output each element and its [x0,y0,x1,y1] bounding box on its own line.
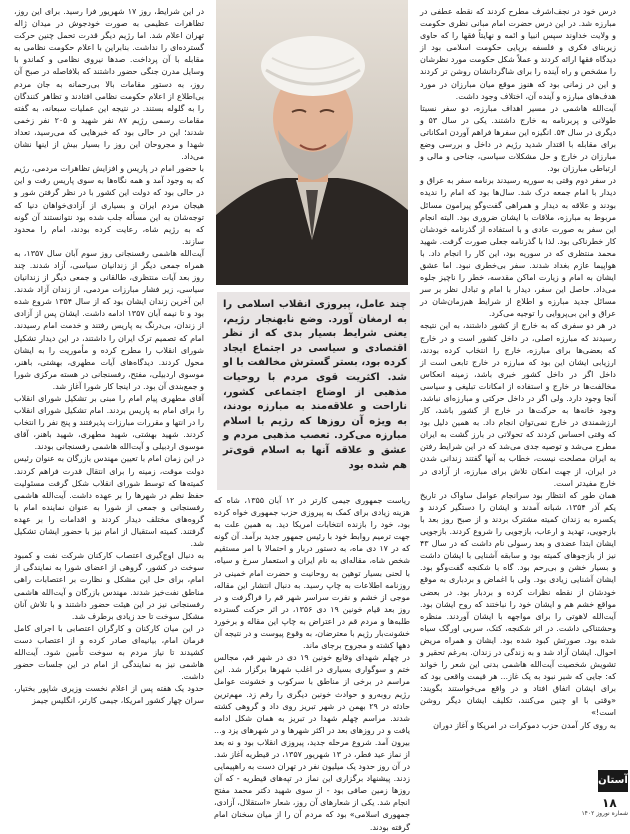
article-column-right: درس خود در نجف‌اشرف مطرح کردند که نقطه عطفی در مبارزه شد. در این درس حضرت امام مبانی نظری حکومت و ولایت خداوند سپس انبیا و ائمه و نهایتاً فقها را که حاوی زیربنای فکری و فلسفه برپایی حکومت اسلامی بود از دیدگاه فقها ارائه کردند و عملاً شکل حکومت مورد نظرشان را مشخص و راه آینده را برای شاگردانشان روشن تر کردند و این در زمانی بود که هنوز موقع میان مبارزان در مورد هدف‌های مبارزه و آینده آن، اختلاف وجود داشت. آیت‌الله هاشمی در مسیر اهداف مبارزه، دو سفر نسبتا طولانی و پربرنامه به خارج داشتند. یکی در سال ۵۳ و دیگری در سال ۵۴. انگیزه این سفرها فراهم آوردن امکاناتی برای مقابله با اقتدار شدید رژیم در داخل و بررسی وضع مبارزان در خارج و حل مشکلات سیاسی، جناحی و مالی و ارتباطی مبارزان بود. در سفر دوم وقتی به سوریه رسیدند برنامه سفر به عراق و دیدار با امام جمعه درک شد. سال‌ها بود که امام را ندیده بودند و علاقه به دیدار و همراهی گفت‌وگو پیرامون مسائل مربوط به مبارزه، ملاقات با ایشان ضروری بود. البته انجام این سفر به صورت عادی و با استفاده از گذرنامه خودشان کار خطرناکی بود. لذا با گذرنامه جعلی صورت گرفت. شهید محمد منتظری که در سوریه بود، این کار را انجام داد. با هواپیما عازم بغداد شدند. سفر بی‌خطری نبود. اما عشق ایشان به امام و زیارت اماکن مقدسه، خطر را ناچیز جلوه می‌داد. حاصل این سفر، دیدار با امام و تبادل نظر بر سر مسائل جدید مبارزه و اطلاع از شرایط هم‌زمان‌شان در عراق و این بی‌پروایی را توجیه می‌کرد. در هر دو سفری که به خارج از کشور داشتند، به این نتیجه رسیدند که مبارزه اصلی، در داخل کشور است و در خارج که بعضی‌ها برای مبارزه، خارج را انتخاب کرده بودند، ارزیابی ایشان این بود که مبارزه در خارج تابعی است از داخل اگر در داخل کشور خبری باشد، زمینه انعکاس مخالفت‌ها در خارج و استفاده از امکانات تبلیغی و سیاسی آنجا وجود دارد. ولی اگر در داخل حرکتی و مبارزه‌ای نباشد، وجود خانه‌ها به حرکت‌ها در خارج از کشور باشد، کار ارزشمندی در خارج نمی‌توان انجام داد. به همین دلیل بود که وقتی احساس کردند که تحولاتی در بارز گشت به ایران مطرح می‌شد و توصیه جدی می‌شد که در این شرایط رفتن به ایران مصلحت نیست، خطاب به آنها گفتند زندانی شدن در ایران، از جهت امکان تلاش برای مبارزه، از آزادی در خارج مفیدتر است. همان طور که انتظار بود سرانجام عوامل ساواک در تاریخ یکم آذر ۱۳۵۴، شبانه آمدند و ایشان را دستگیر کردند و یکسره به زندان کمیته مشترک بردند و از صبح روز بعد با بازجویی، تهدید و ارعاب، بازجویی را شروع کردند. بازجویی ایشان ابتدا عضدی و بعد رسولی نام داشت که در سال ۴۳ نیز از بازجوهای کمیته بود و سابقه آشنایی با ایشان داشت و بسیار خشن و بی‌رحم بود. گاه با شکنجه گفت‌وگو بود. ایشان آشنایی زیادی بود. ولی با اغماض و بردباری به موقع خودشان از نقطه نظرات کرده و بردبار بود. در بعضی مواقع خشم هم و ایشان خود را نباختند که روح ایشان بود. آیت‌الله لاهوتی را برای مواجهه با ایشان آوردند. منظره وحشتناکی داشت. در اثر شکنجه، کتک، سربی اورگک سیاه شده بود. صورتش کبود شده بود. ایشان و همراه مریض احوال. ایشان آزاد شد و به زندگی در زندان. به‌رغم تحقیر و تشویش شخصیت آیت‌الله هاشمی بدنی این شعر را خواند که: جایی که شیر نبود به یک غاز... هر قیمت واقعی بود که برای ایشان اتفاق افتاد و در واقع می‌خواستند بگویند: «وقتی با او چنین می‌کنند، تکلیف ایشان دیگر روشن است!» به روی کار آمدن حزب دموکرات در امریکا و آغاز دوران [420,7,617,730]
page-number: ۱۸ [602,796,617,810]
pull-quote-box [214,292,410,490]
pull-quote-text: چند عامل، پیروزی انقلاب اسلامی را به ارمغان آورد. وضع نابهنجار رژیم، یعنی شرایط بسیار بدی که از نظر اقتصادی و سیاسی در اجتماع ایجاد کرده بود، بستر گسترش مخالفت با او شد. اکثریت قوی مردم با روحیات مذهبی از اوضاع اجتماعی کشور، ناراحت و علاقه‌مند به مبارزه بودند، به ویژه آن روزها که رژیم با اسلام مبارزه می‌کرد. تعصب مذهبی مردم و عشق و علاقه آنها به اسلام قوی‌تر هم شده بود [223,299,407,471]
article-column-middle: ریاست جمهوری جیمی کارتر در ۱۲ آبان ۱۳۵۵، شاه که هزینه زیادی برای کمک به پیروزی حزب جمهوری خواه کرده بود، خود را بازنده انتخابات امریکا دید. به همین علت به جهت ترمیم روابط خود با رئیس جمهور جدید برآمد. آن گونه که در ۱۷ دی ماه، به دستور دربار و احتمالا با امر مستقیم شخص شاه، مقاله‌ای به نام ایران و استعمار سرخ و سیاه، با لحنی بسیار توهین به روحانیت و حضرت امام خمینی در روزنامه اطلاعات به چاپ رسید. به دنبال انتشار این مقاله، موجی از خشم و نفرت سراسر شهر قم را فراگرفت و در روز بعد قیام خونین ۱۹ دی ۱۳۵۶، در اثر حرکت گسترده طلبه‌ها و مردم قم در اعتراض به چاپ این مقاله و برخورد خشونت‌بار رژیم با معترضان، به وقوع پیوست و در نتیجه آن دهها کشته و مجروح برجای ماند. در چهلم شهدای وقایع خونین ۱۹ دی در شهر قم، مجالس ختم و سوگواری بسیاری در اغلب شهرها برگزار شد. این مراسم در برخی از مناطق با سرکوب و خشونت عوامل رژیم روبه‌رو و حوادث خونین دیگری را رقم زد. مهم‌ترین حادثه در ۲۹ بهمن در شهر تبریز روی داد و گروهی کشته شدند. مراسم چهلم شهدا در تبریز به همان شکل ادامه یافت و در روزهای بعد در اکثر شهرها و در شهرهای یزد و... بیرون آمد. شروع مرحله جدید، پیروزی انقلاب بود و نه بعد از نماز عید فطر، در ۱۳ شهریور ۱۳۵۷، در قیطریه آغاز شد. در آن روز حدود یک میلیون نفر در تهران دست به راهپیمایی زدند. پیشنهاد برگزاری این نماز در تپه‌های قیطریه - که آن روزها زمین صافی بود - از سوی شهید دکتر محمد مفتح انجام شد. یکی از شعارهای آن روز، شعار «استقلال، آزادی، جمهوری اسلامی» بود که مردم آن را از میان سخنان امام گرفته بودند. [214,496,411,832]
cleric-portrait-image [216,0,408,285]
article-column-left: در این شرایط، روز ۱۷ شهریور فرا رسید. برای این روز، تظاهرات عظیمی به صورت خودجوش در میدان ژاله تهران اعلام شد. اما رژیم دیگر قدرت تحمل چنین حرکت گسترده‌ای را نداشت. بنابراین با اعلام حکومت نظامی به مقابله با آن پرداخت. صدها نیروی نظامی و کماندو با وسایل مدرن جنگی حضور داشتند که بلافاصله در صبح آن روز، به دستور مقامات بالا بی‌رحمانه به جان مردم بی‌اطلاع از اعلام حکومت نظامی افتادند و تظاهر کنندگان را به گلوله بستند. در نتیجه این عملیات سبعانه، به گفته مقامات رسمی رژیم ۸۷ نفر شهید و ۲۰۵ نفر زخمی شدند؛ این در حالی بود که خبرهایی که می‌رسید، تعداد شهدا و مجروحان این روز را بسیار بیش از اینها نشان می‌داد. با حضور امام در پاریس و افزایش تظاهرات مردمی، رژیم که به وجود آمد و همه نگاه‌ها به سوی پاریس رفت و این در حالی بود که دولت این کشور با در نظر گرفتن شور و هیجان مردم ایران و بسیاری از آزادی‌خواهان دنیا که توجه‌شان به این مسأله جلب شده بود نتوانستند آن گونه که به رژیم شاه، رعایت کرده بودند، امام را محدود سازند. آیت‌الله هاشمی رفسنجانی روز سوم آبان سال ۱۳۵۷، به همراه جمعی دیگر از زندانیان سیاسی، آزاد شدند. چند روز بعد آیات منتظری، طالقانی و جمعی دیگر از زندانیان سیاسی، زیر فشار مبارزات مردمی، از زندان آزاد شدند. این آخرین زندان ایشان بود که از سال ۱۳۵۴ شروع شده بود و تا نیمه آبان ۱۳۵۷ ادامه داشت. ایشان پس از آزادی از زندان، بی‌درنگ به پاریس رفتند و خدمت امام رسیدند. امام که تصمیم ترک ایران را داشتند، در این دیدار تشکیل شورای انقلاب را مطرح کرده و مأموریت را به ایشان محول کردند. دیدگاه‌های آیات مطهری، بهشتی، باهنر، موسوی اردبیلی، مفتح، رفسنجانی در هسته مرکزی شورا و جمع‌بندی آن بود. در اینجا کار شورا آغاز شد. آقای مطهری پیام امام را مبنی بر تشکیل شورای انقلاب را برای امام به پاریس بردند. امام تشکیل شورای انقلاب را در انتها و مقررات مبارزات پذیرفتند و پنج نفر را انتخاب کردند. شهید بهشتی، شهید مطهری، شهید باهنر، آقای موسوی اردبیلی و آیت‌الله هاشمی رفسنجانی بودند. در این زمان امام با تعیین مهندس بازرگان به عنوان رئیس دولت موقت، زمینه را برای انتقال قدرت فراهم کردند. کمیته‌ها که توسط شورای انقلاب شکل گرفت مسئولیت حفظ نظم در شهرها را بر عهده داشت. آیت‌الله هاشمی رفسنجانی و جمعی از شورا به عنوان نماینده امام با گروه‌های مختلف دیدار کردند و اقدامات را بر عهده گرفتند. کمیته استقبال از امام نیز با حضور ایشان تشکیل شد. به دنبال اوج‌گیری اعتصاب کارکنان شرکت نفت و کمبود سوخت در کشور، گروهی از اعضای شورا به نمایندگی از امام، برای حل این مشکل و نظارت بر اعتصابات راهی مناطق نفت‌خیز شدند. مهندس بازرگان و آیت‌الله هاشمی رفسنجانی نیز در این هیئت حضور داشتند و با تلاش آنان مشکل سوخت تا حد زیادی برطرف شد. در این میان کارکنان و کارگران اعتصابی با اجرای کامل فرمان امام، بیانیه‌ای صادر کرده و از اعتصاب دست کشیدند تا نیاز مردم به سوخت تأمین شود. آیت‌الله هاشمی نیز به نمایندگی از امام در این جلسات حضور داشت. حدود یک هفته پس از اعلام نخست وزیری شاپور بختیار، سران چهار کشور امریکا، جیمی کارتر، انگلیس جیمز [14,7,205,706]
magazine-logo: آستان [598,770,628,792]
issue-label: شماره نوروز ۱۴۰۲ [581,810,628,817]
portrait-photo [216,0,408,285]
